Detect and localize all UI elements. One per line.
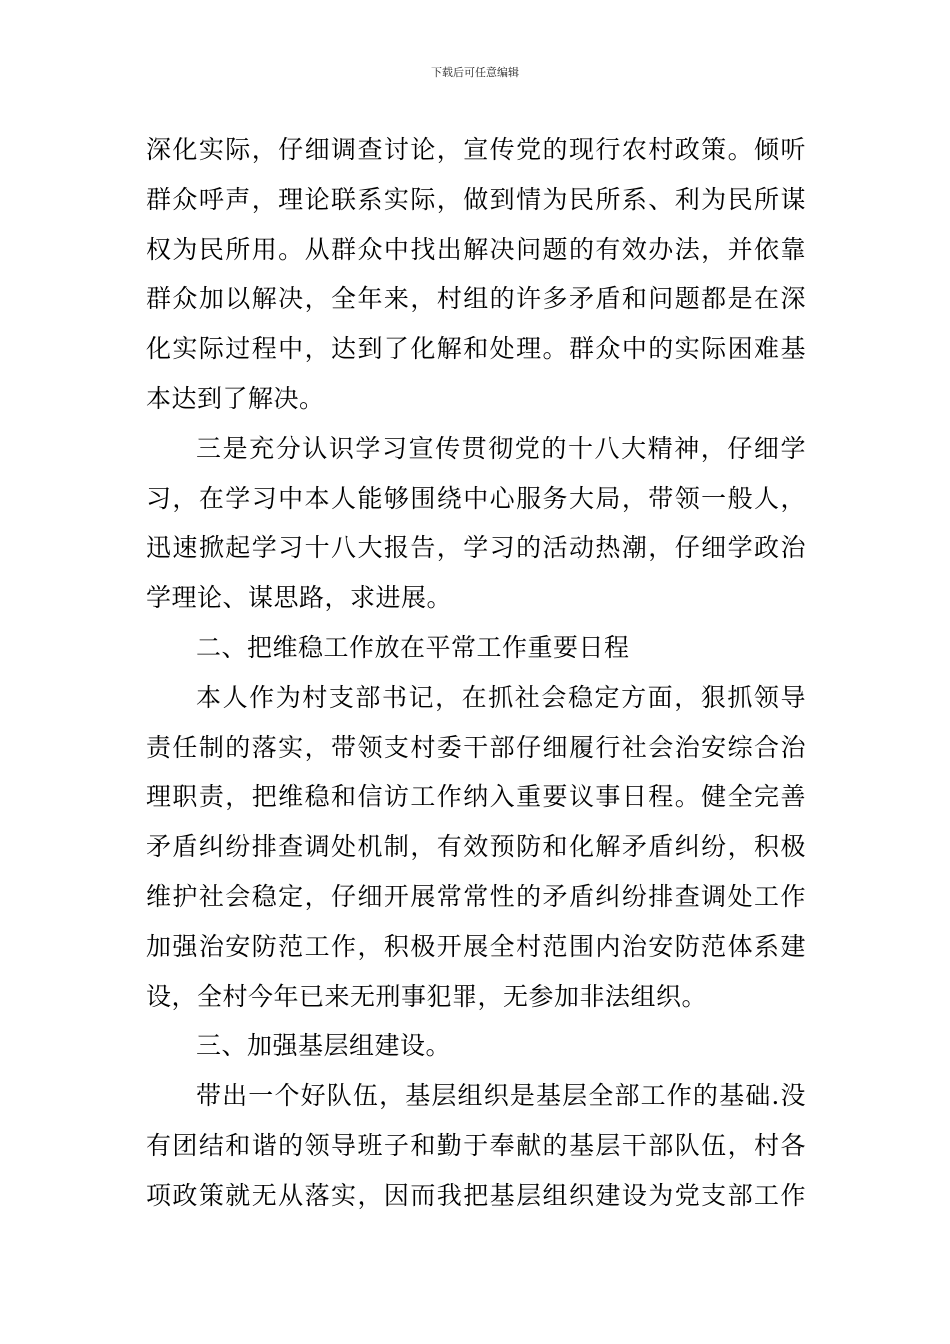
text-line: 责任制的落实，带领支村委干部仔细履行社会治安综合治 <box>146 732 806 762</box>
document-body <box>146 125 806 1221</box>
paragraph-start-line: 带出一个好队伍，基层组织是基层全部工作的基础.没 <box>196 1081 806 1111</box>
section-heading: 三、加强基层组建设。 <box>196 1031 452 1061</box>
text-line: 权为民所用。从群众中找出解决问题的有效办法，并依靠 <box>146 234 806 264</box>
text-line: 维护社会稳定，仔细开展常常性的矛盾纠纷排查调处工作 <box>146 881 806 911</box>
text-line: 设，全村今年已来无刑事犯罪，无参加非法组织。 <box>146 981 708 1011</box>
text-line: 深化实际，仔细调查讨论，宣传党的现行农村政策。倾听 <box>146 135 806 164</box>
text-line: 群众加以解决，全年来，村组的许多矛盾和问题都是在深 <box>146 284 806 314</box>
page-header: 下载后可任意编辑 <box>431 66 519 79</box>
text-line: 理职责，把维稳和信访工作纳入重要议事日程。健全完善 <box>146 782 806 812</box>
text-line: 群众呼声，理论联系实际，做到情为民所系、利为民所谋 <box>146 184 806 214</box>
text-line: 项政策就无从落实，因而我把基层组织建设为党支部工作 <box>146 1180 806 1210</box>
text-line: 本达到了解决。 <box>146 383 325 413</box>
paragraph-start-line: 本人作为村支部书记，在抓社会稳定方面，狠抓领导 <box>196 682 806 712</box>
text-line: 加强治安防范工作，积极开展全村范围内治安防范体系建 <box>146 931 806 961</box>
text-line: 学理论、谋思路，求进展。 <box>146 583 453 613</box>
text-line: 习，在学习中本人能够围绕中心服务大局，带领一般人， <box>146 483 806 513</box>
paragraph-start-line: 三是充分认识学习宣传贯彻党的十八大精神，仔细学 <box>196 433 806 463</box>
text-line: 化实际过程中，达到了化解和处理。群众中的实际困难基 <box>146 334 806 364</box>
text-line: 迅速掀起学习十八大报告，学习的活动热潮，仔细学政治 <box>146 533 806 563</box>
text-line: 矛盾纠纷排查调处机制，有效预防和化解矛盾纠纷，积极 <box>146 832 806 862</box>
section-heading: 二、把维稳工作放在平常工作重要日程 <box>196 632 630 662</box>
text-line: 有团结和谐的领导班子和勤于奉献的基层干部队伍，村各 <box>146 1130 806 1160</box>
